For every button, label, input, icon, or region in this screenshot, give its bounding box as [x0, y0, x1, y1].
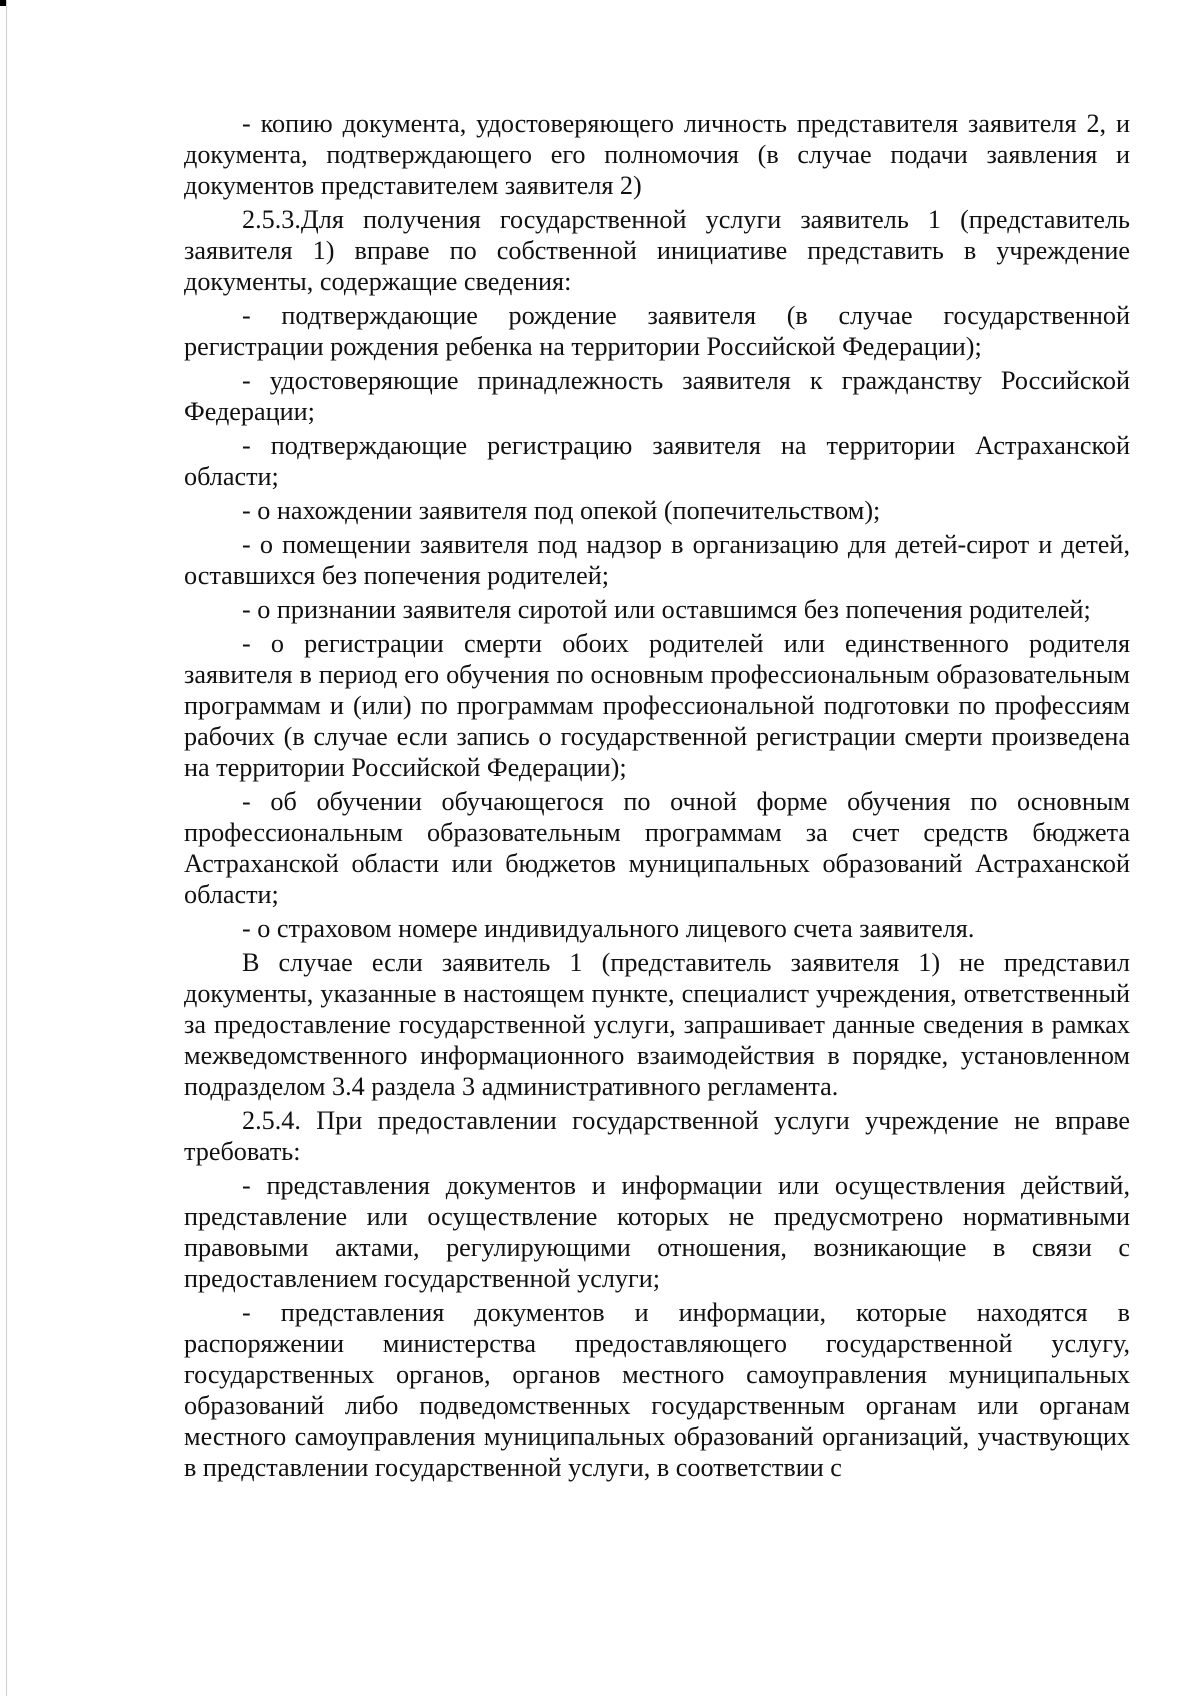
list-item-birth: - подтверждающие рождение заявителя (в случае государственной регистрации рождения ребенка на территории Российской Федерации); [184, 301, 1130, 361]
paragraph-2-5-4: 2.5.4. При предоставлении государственной услуги учреждение не вправе требовать: [184, 1106, 1130, 1166]
list-item-citizenship: - удостоверяющие принадлежность заявителя к гражданству Российской Федерации; [184, 366, 1130, 426]
list-item-supervision: - о помещении заявителя под надзор в организацию для детей-сирот и детей, оставшихся без попечения родителей; [184, 530, 1130, 590]
list-item-orphan: - о признании заявителя сиротой или оставшимся без попечения родителей; [242, 595, 1091, 624]
list-item-guardianship: - о нахождении заявителя под опекой (попечительством); [242, 496, 881, 525]
document-body [184, 108, 1130, 1486]
paragraph-representative-2-id: - копию документа, удостоверяющего личность представителя заявителя 2, и документа, подтверждающего его полномочия (в случае подачи заявления и документов представителем заявителя 2) [184, 109, 1130, 200]
list-item-insurance-number: - о страховом номере индивидуального лицевого счета заявителя. [242, 914, 975, 943]
list-item-death-registration: - о регистрации смерти обоих родителей или единственного родителя заявителя в период его обучения по основным профессиональным образовательным программам и (или) по программам профессиональной подготовки по профессиям рабочих (в случае если запись о государственной регистрации смерти произведена на территории Российской Федерации); [184, 629, 1130, 782]
paragraph-interagency-request: В случае если заявитель 1 (представитель заявителя 1) не представил документы, указанные в настоящем пункте, специалист учреждения, ответственный за предоставление государственной услуги, запрашивает данные сведения в рамках межведомственного информационного взаимодействия в порядке, установленном подразделом 3.4 раздела 3 административного регламента. [184, 948, 1130, 1101]
list-item-education: - об обучении обучающегося по очной форме обучения по основным профессиональным образовательным программам за счет средств бюджета Астраханской области или бюджетов муниципальных образований Астраханской области; [184, 787, 1130, 909]
scan-left-edge [6, 0, 7, 1696]
list-item-not-required-actions: - представления документов и информации или осуществления действий, представление или осуществление которых не предусмотрено нормативными правовыми актами, регулирующими отношения, возникающие в связи с предоставлением государственной услуги; [184, 1171, 1130, 1293]
list-item-not-required-documents: - представления документов и информации, которые находятся в распоряжении министерства предоставляющего государственной услугу, государственных органов, органов местного самоуправления муниципальных образований либо подведомственных государственным органам или органам местного самоуправления муниципальных образований организаций, участвующих в представлении государственной услуги, в соответствии с [184, 1298, 1130, 1482]
list-item-registration: - подтверждающие регистрацию заявителя на территории Астраханской области; [184, 431, 1130, 491]
paragraph-2-5-3: 2.5.3.Для получения государственной услуги заявитель 1 (представитель заявителя 1) вправе по собственной инициативе представить в учреждение документы, содержащие сведения: [184, 205, 1130, 296]
